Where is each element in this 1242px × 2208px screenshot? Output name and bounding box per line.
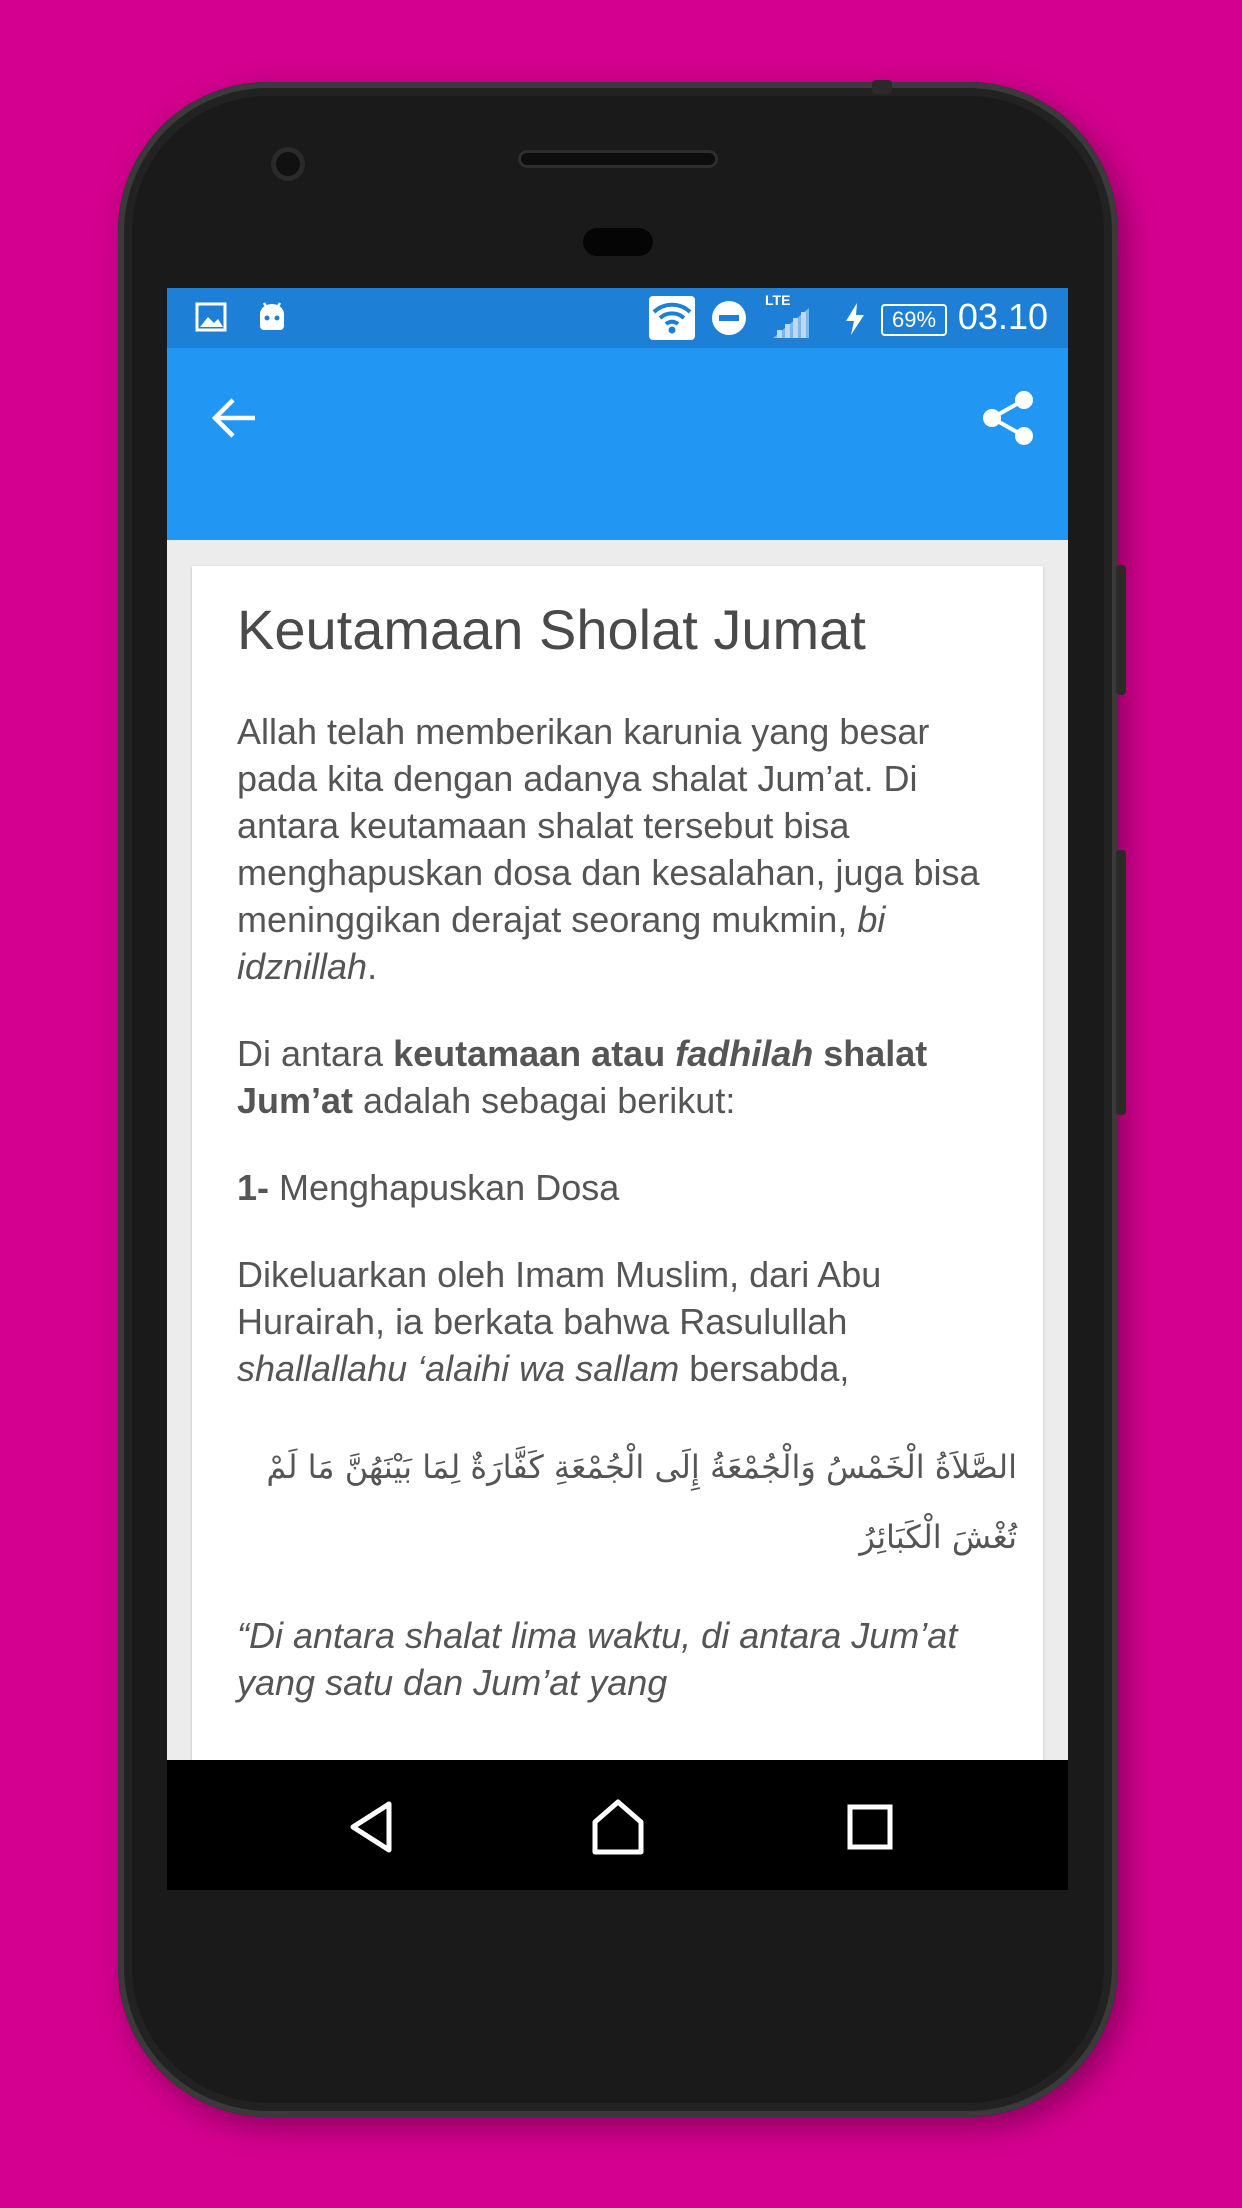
lte-label: LTE	[765, 292, 791, 308]
charging-icon	[843, 302, 867, 336]
paragraph-keutamaan-bold-italic: fadhilah	[675, 1033, 814, 1074]
volume-button	[1116, 850, 1126, 1115]
battery-level: 69%	[881, 304, 947, 336]
signal-icon	[771, 306, 813, 340]
paragraph-keutamaan-start: Di antara	[237, 1033, 394, 1074]
hadith-intro-italic: shallallahu ‘alaihi wa sallam	[237, 1348, 680, 1389]
nav-recents-icon[interactable]	[835, 1792, 905, 1862]
screen	[167, 288, 1068, 1760]
point-number: 1-	[237, 1167, 270, 1208]
hadith-translation-text: “Di antara shalat lima waktu, di antara Jum’at yang satu dan Jum’at yang	[237, 1615, 958, 1703]
paragraph-intro-italic: bi idznillah	[237, 899, 886, 987]
image-icon	[195, 300, 227, 334]
paragraph-intro-end: .	[367, 946, 378, 987]
proximity-sensor	[583, 228, 653, 256]
paragraph-intro-text: Allah telah memberikan karunia yang besar pada kita dengan adanya shalat Jum’at. Di antara keutamaan shalat tersebut bisa menghapuskan dosa dan kesalahan, juga bisa meninggikan derajat seorang mukmin,	[237, 711, 980, 940]
top-button	[872, 80, 892, 94]
nav-home-icon[interactable]	[583, 1792, 653, 1862]
android-icon	[255, 300, 289, 334]
paragraph-keutamaan-bold-2: shalat Jum’at	[237, 1033, 928, 1121]
arabic-hadith: الصَّلاَةُ الْخَمْسُ وَالْجُمْعَةُ إِلَى الْجُمْعَةِ كَفَّارَةٌ لِمَا بَيْنَهُنَّ مَا لَمْ تُغْشَ الْكَبَائِرُ	[266, 1448, 1017, 1556]
navigation-bar	[167, 1760, 1068, 1890]
app-toolbar	[167, 348, 1068, 540]
earpiece-speaker	[518, 150, 718, 168]
article-content	[237, 596, 1017, 1746]
point-text: Menghapuskan Dosa	[269, 1167, 620, 1208]
nav-back-icon[interactable]	[339, 1792, 409, 1862]
paragraph-intro	[237, 708, 1017, 990]
paragraph-keutamaan-bold: keutamaan atau	[393, 1033, 676, 1074]
paragraph-hadith-intro	[237, 1251, 1017, 1392]
status-bar	[167, 288, 1068, 348]
power-button	[1116, 565, 1126, 695]
do-not-disturb-icon	[711, 300, 747, 336]
article-card	[192, 566, 1043, 1760]
hadith-intro-end: bersabda,	[679, 1348, 850, 1389]
hadith-intro-text: Dikeluarkan oleh Imam Muslim, dari Abu Hurairah, ia berkata bahwa Rasulullah	[237, 1254, 882, 1342]
status-time: 03.10	[957, 296, 1048, 337]
paragraph-keutamaan-end: adalah sebagai berikut:	[353, 1080, 736, 1121]
hadith-translation	[237, 1612, 1017, 1706]
front-camera	[271, 147, 305, 181]
wifi-icon	[649, 296, 695, 340]
arrow-back-icon[interactable]	[207, 390, 263, 446]
share-icon[interactable]	[978, 388, 1038, 448]
article-title: Keutamaan Sholat Jumat	[237, 598, 866, 661]
paragraph-keutamaan	[237, 1030, 1017, 1124]
paragraph-point-1	[237, 1164, 1017, 1211]
